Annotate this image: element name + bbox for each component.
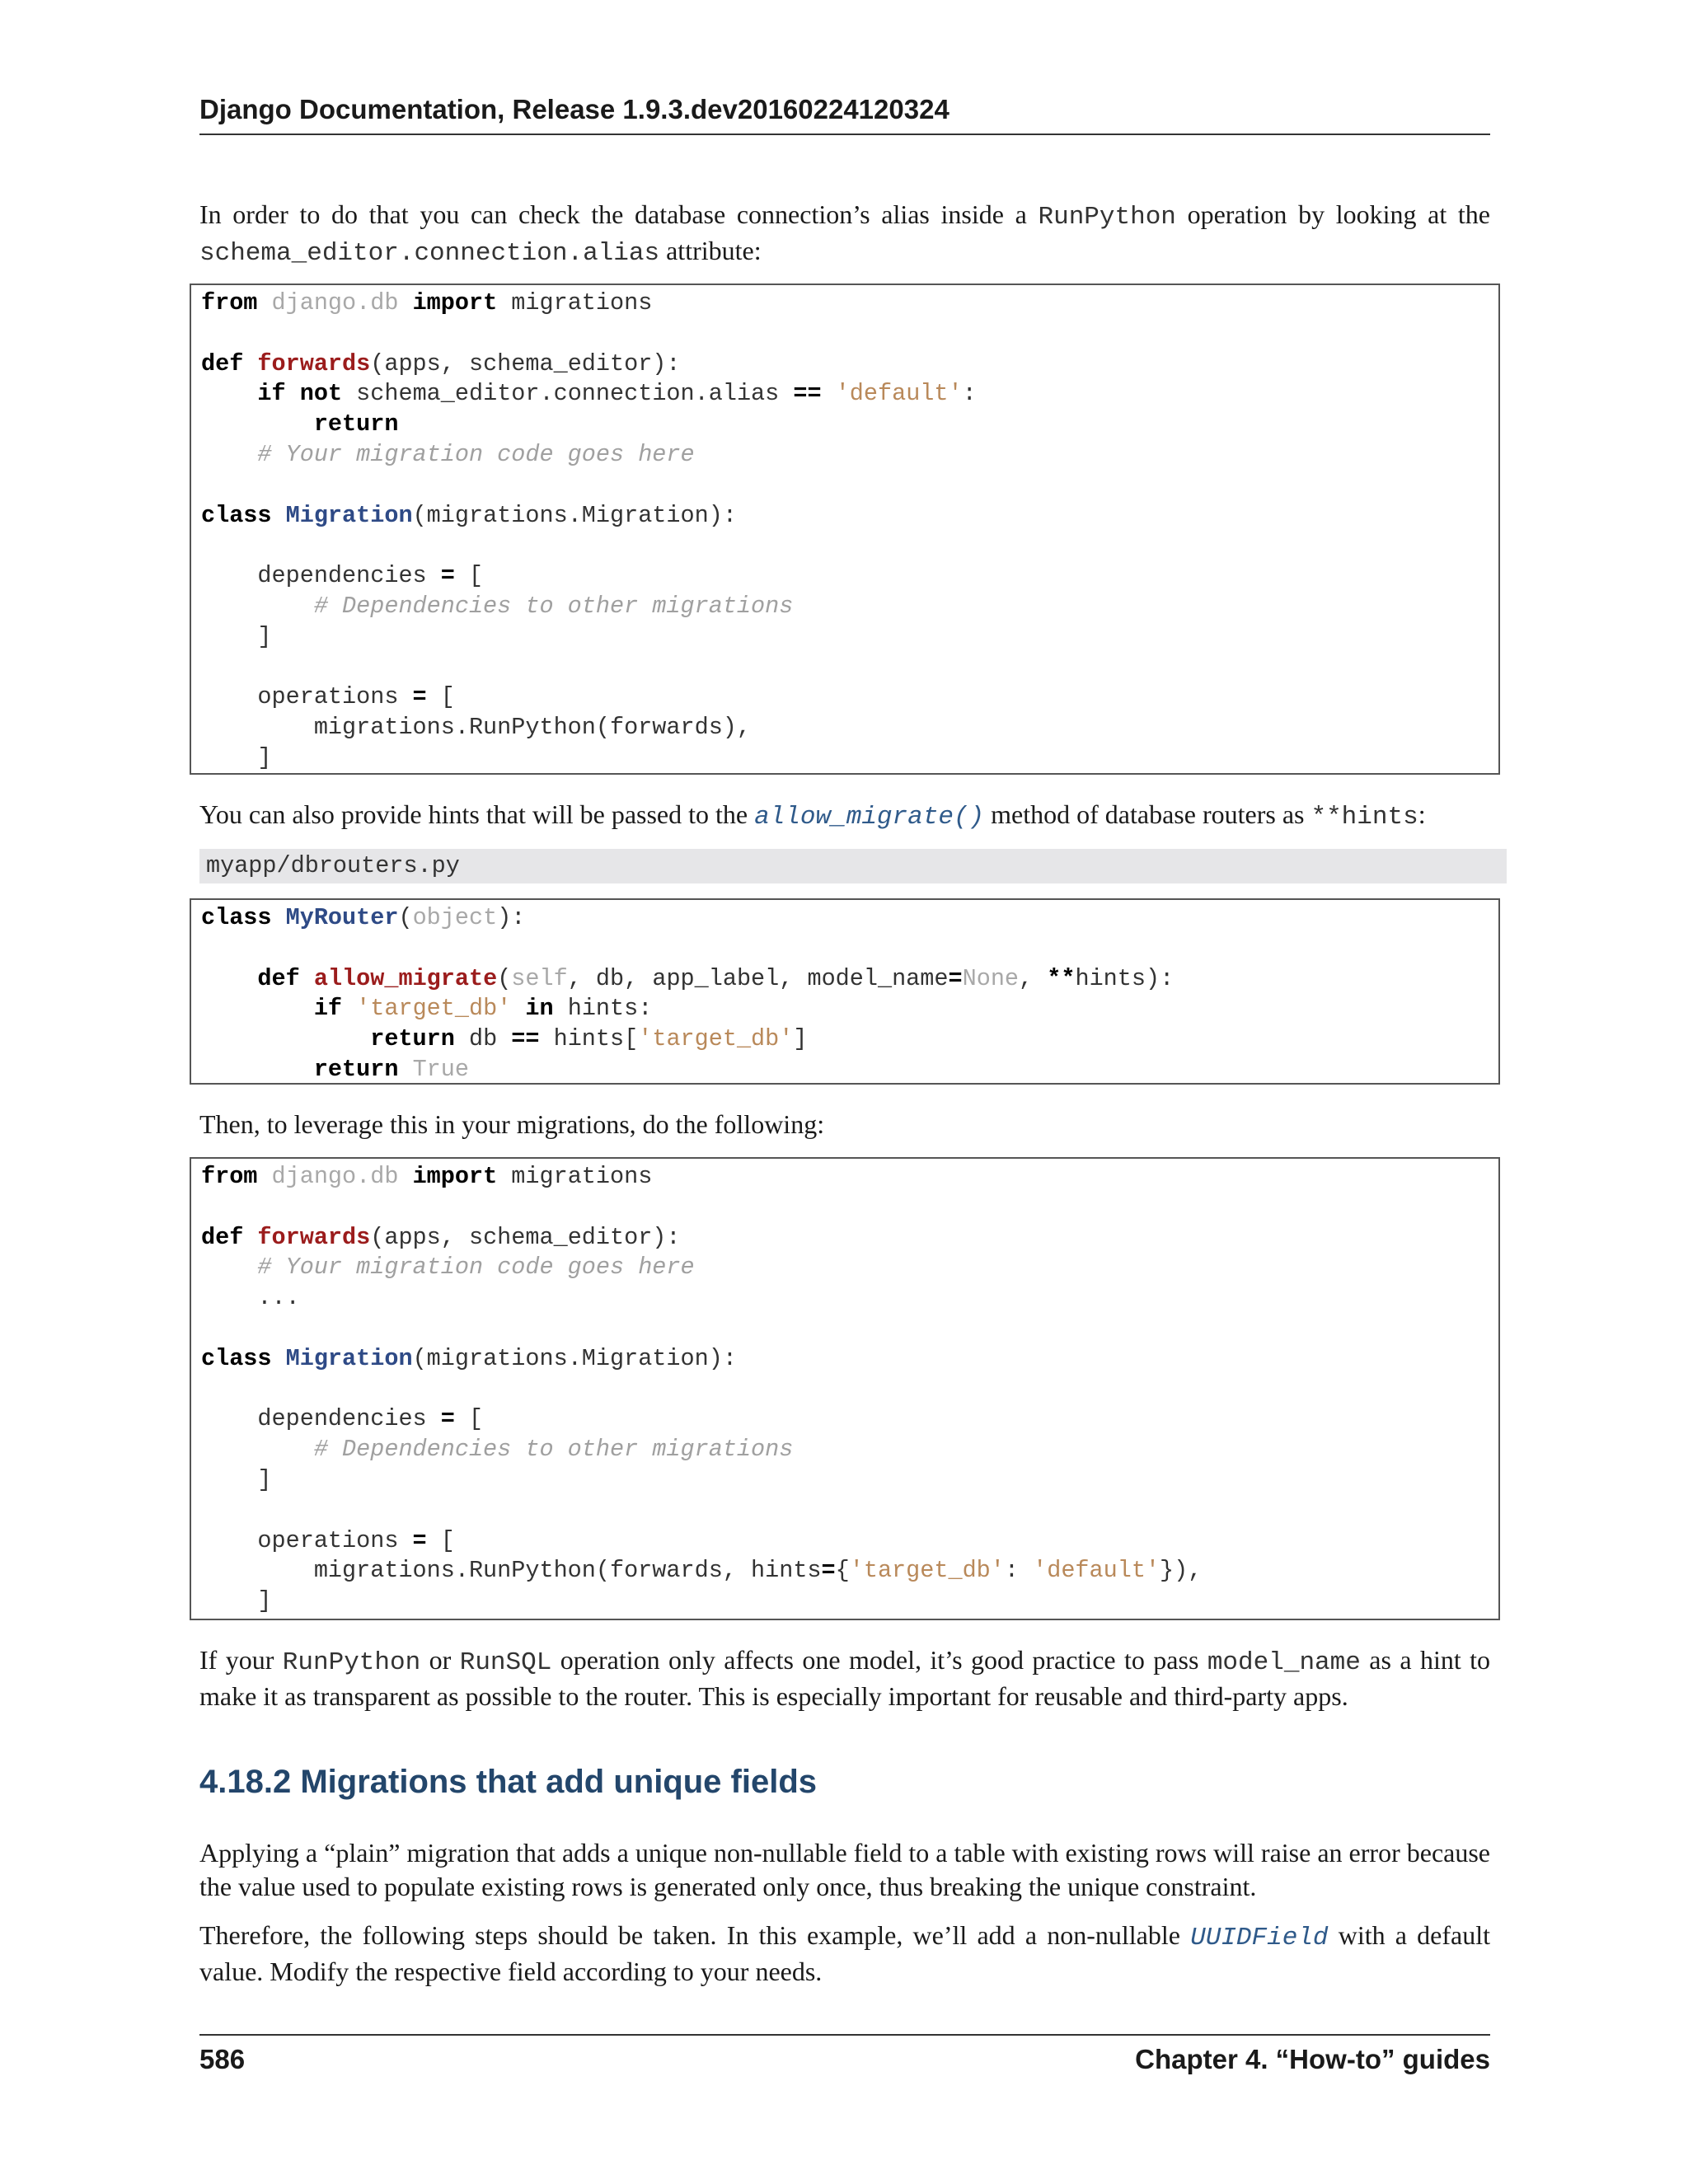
code-line: return db == hints['target_db']: [370, 1025, 808, 1053]
chapter-title: Chapter 4. “How-to” guides: [1135, 2044, 1490, 2074]
code-line: operations = [: [201, 1526, 455, 1554]
code-line: migrations.RunPython(forwards, hints={'target_db': 'default'}),: [201, 1557, 1203, 1585]
code-line: class Migration(migrations.Migration):: [201, 1344, 737, 1372]
paragraph-leverage: Then, to leverage this in your migrations, do the following:: [199, 1109, 825, 1139]
code-line: # Your migration code goes here: [257, 1254, 695, 1282]
section-heading: 4.18.2 Migrations that add unique fields: [199, 1764, 818, 1800]
page-number: 586: [199, 2044, 246, 2074]
code-caption-filename: myapp/dbrouters.py: [199, 849, 1507, 883]
code-line: dependencies = [: [201, 562, 484, 590]
code-line: # Dependencies to other migrations: [313, 592, 794, 620]
code-line: from django.db import migrations: [201, 1163, 653, 1190]
inline-code-hints: **hints: [1311, 803, 1418, 832]
paragraph-hints: You can also provide hints that will be passed to the allow_migrate() method of database routers as **hints:: [199, 799, 1426, 832]
code-line: def forwards(apps, schema_editor):: [201, 349, 681, 377]
code-line: from django.db import migrations: [201, 289, 653, 316]
code-line: return True: [313, 1055, 469, 1083]
paragraph-model-name-hint: If your RunPython or RunSQL operation only affects one model, it’s good practice to pass model_name as a hint to make it as transparent as possible to the router. This is especially important for reusable and third-party apps.: [199, 1645, 1491, 1711]
code-line: dependencies = [: [201, 1405, 484, 1433]
inline-code-runsql: RunSQL: [459, 1648, 552, 1677]
code-block-migration-hints: [190, 1157, 1500, 1620]
code-line: ...: [201, 1284, 300, 1312]
inline-code-model-name: model_name: [1207, 1648, 1361, 1677]
code-line: ]: [201, 743, 272, 771]
paragraph-alias-check: In order to do that you can check the database connection’s alias inside a RunPython operation by looking at the schema_editor.connection.alias attribute:: [199, 199, 1491, 268]
code-line: if not schema_editor.connection.alias == 'default':: [257, 380, 977, 408]
inline-code-connection-alias: schema_editor.connection.alias: [199, 239, 660, 268]
code-line: class Migration(migrations.Migration):: [201, 501, 737, 529]
code-line: ]: [201, 1587, 272, 1615]
code-line: ]: [201, 1465, 272, 1493]
paragraph-steps: Therefore, the following steps should be taken. In this example, we’ll add a non-nullable UUIDField with a default value. Modify the respective field according to your needs.: [199, 1920, 1491, 1986]
code-line: ]: [201, 622, 272, 650]
footer-divider: [199, 2034, 1490, 2036]
code-line: class MyRouter(object):: [201, 904, 526, 931]
paragraph-plain-migration: Applying a “plain” migration that adds a unique non-nullable field to a table with existing rows will raise an error because the value used to populate existing rows is generated only once, thus breaking the unique constraint.: [199, 1838, 1490, 1901]
code-line: return: [313, 410, 399, 438]
inline-code-runpython: RunPython: [282, 1648, 421, 1677]
inline-code-runpython: RunPython: [1038, 203, 1176, 232]
code-line: def forwards(apps, schema_editor):: [201, 1223, 681, 1251]
allow-migrate-link[interactable]: allow_migrate(): [754, 803, 985, 832]
code-line: # Your migration code goes here: [257, 440, 695, 468]
code-line: if 'target_db' in hints:: [313, 995, 653, 1023]
code-line: migrations.RunPython(forwards),: [201, 714, 752, 742]
code-block-router: [190, 898, 1500, 1085]
uuidfield-link[interactable]: UUIDField: [1190, 1924, 1329, 1952]
code-block-migration-alias: [190, 284, 1500, 775]
code-line: # Dependencies to other migrations: [313, 1436, 794, 1464]
code-line: def allow_migrate(self, db, app_label, model_name=None, **hints):: [257, 964, 1175, 992]
code-line: operations = [: [201, 683, 455, 711]
running-header: Django Documentation, Release 1.9.3.dev20160224120324: [199, 94, 1490, 135]
